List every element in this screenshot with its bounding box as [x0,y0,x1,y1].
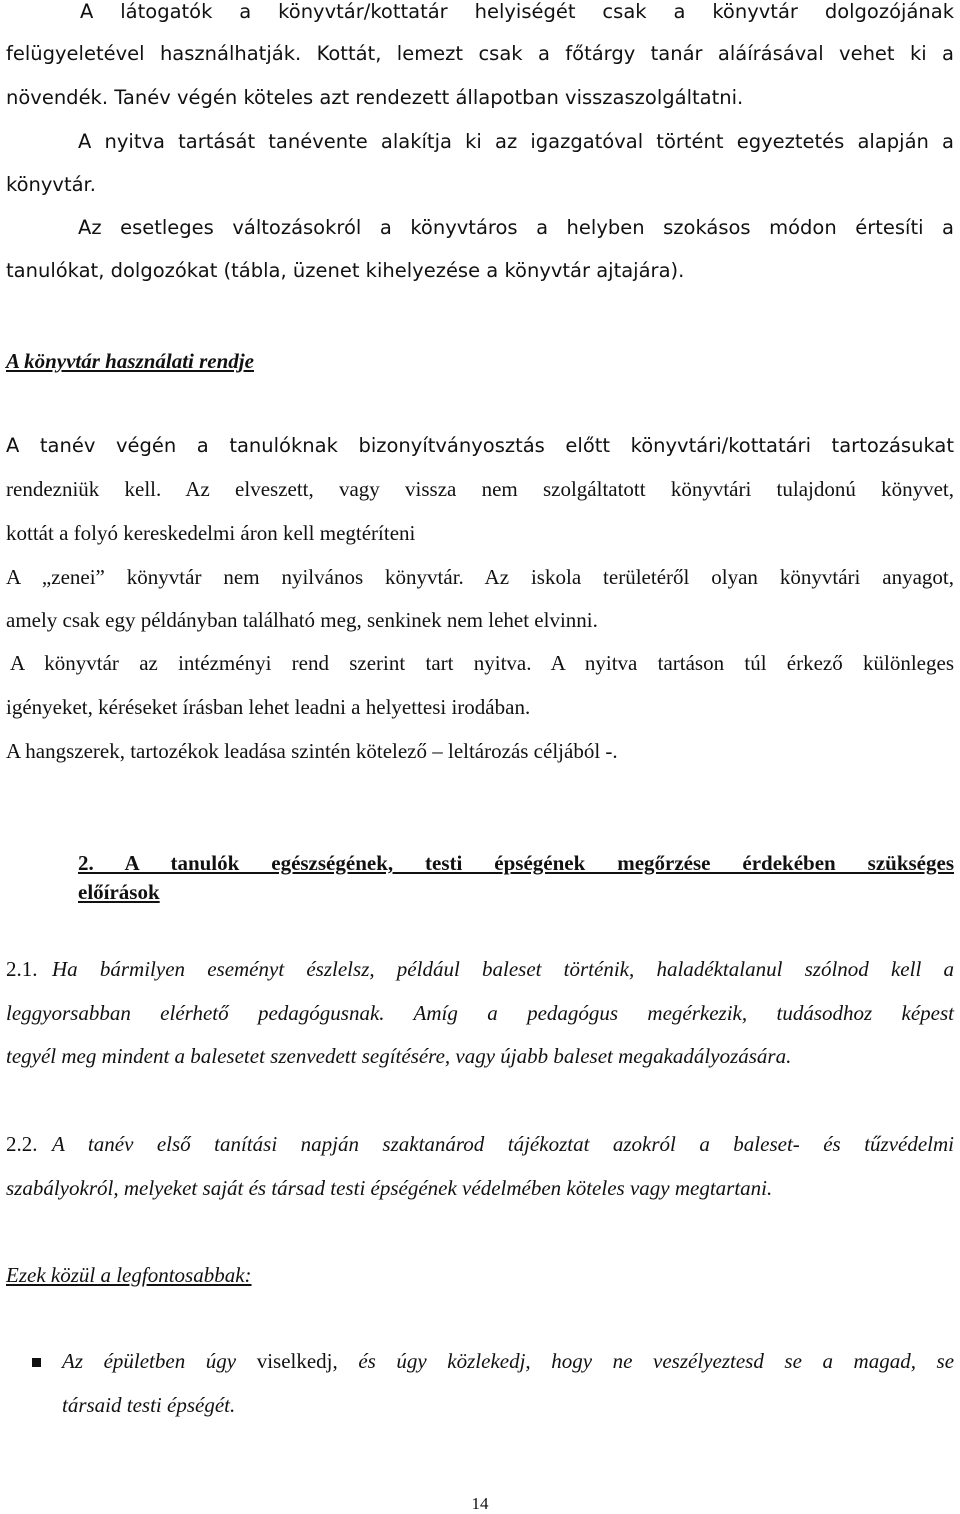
p3-line-2: tanulókat, dolgozókat (tábla, üzenet kihelyezése a könyvtár ajtajára). [6,259,685,282]
item-2-2-number: 2.2. [6,1132,38,1156]
p2-line-1: A nyitva tartását tanévente alakítja ki az igazgatóval történt egyeztetés alapján a [78,130,954,153]
p2-line-2: könyvtár. [6,173,96,196]
item-2-1-line-2: leggyorsabban elérhető pedagógusnak. Amíg a pedagógus megérkezik, tudásodhoz képest [6,1001,954,1025]
p5-line-1: A „zenei” könyvtár nem nyilvános könyvtár. Az iskola területéről olyan könyvtári anyagot, [6,565,954,589]
page-number: 14 [471,1494,489,1513]
bullet-1-part-a: Az épületben úgy [62,1349,237,1373]
p4-line-2: rendezniük kell. Az elveszett, vagy vissza nem szolgáltatott könyvtári tulajdonú könyvet, [6,477,954,501]
section-2-heading-line-2: előírások [78,880,160,904]
bullet-1-line-2: társaid testi épségét. [62,1393,236,1417]
bullet-square-icon [32,1358,41,1367]
item-2-2-line-1: A tanév első tanítási napján szaktanárod tájékoztat azokról a baleset- és tűzvédelmi [52,1132,954,1156]
p6-line-1: A könyvtár az intézményi rend szerint tart nyitva. A nyitva tartáson túl érkező különleges [10,651,954,675]
p1-line-2: felügyeletével használhatják. Kottát, lemezt csak a főtárgy tanár aláírásával vehet ki a [6,42,954,65]
p6-line-2: igényeket, kéréseket írásban lehet leadni a helyettesi irodában. [6,695,531,719]
p4-line-1: A tanév végén a tanulóknak bizonyítványosztás előtt könyvtári/kottatári tartozásukat [6,434,954,457]
item-2-1-line-1: Ha bármilyen eseményt észlelsz, például baleset történik, haladéktalanul szólnod kell a [52,957,954,981]
bullet-1-part-c: és úgy közlekedj, hogy ne veszélyeztesd se a magad, se [358,1349,955,1373]
item-2-2-line-2: szabályokról, melyeket saját és társad testi épségének védelmében köteles vagy megtartani. [6,1176,773,1200]
p7-line: A hangszerek, tartozékok leadása szintén kötelező – leltározás céljából -. [6,739,618,763]
p4-line-3: kottát a folyó kereskedelmi áron kell megtéríteni [6,521,416,545]
p1-line-3: növendék. Tanév végén köteles azt rendezett állapotban visszaszolgáltatni. [6,86,744,109]
bullet-1-line-1 [62,1349,954,1373]
p5-line-2: amely csak egy példányban található meg, senkinek nem lehet elvinni. [6,608,598,632]
important-list-heading: Ezek közül a legfontosabbak: [6,1263,252,1287]
section-2-heading-line-1: 2. A tanulók egészségének, testi épségének megőrzése érdekében szükséges [78,851,954,875]
bullet-1-part-b: viselkedj, [256,1349,338,1373]
item-2-1-line-3: tegyél meg mindent a balesetet szenvedett segítésére, vagy újabb baleset megakadályozására. [6,1044,792,1068]
item-2-1-number: 2.1. [6,957,38,981]
p1-line-1: A látogatók a könyvtár/kottatár helyiségét csak a könyvtár dolgozójának [80,0,954,23]
section-heading-library-rules: A könyvtár használati rendje [6,349,254,373]
p3-line-1: Az esetleges változásokról a könyvtáros a helyben szokásos módon értesíti a [78,216,954,239]
